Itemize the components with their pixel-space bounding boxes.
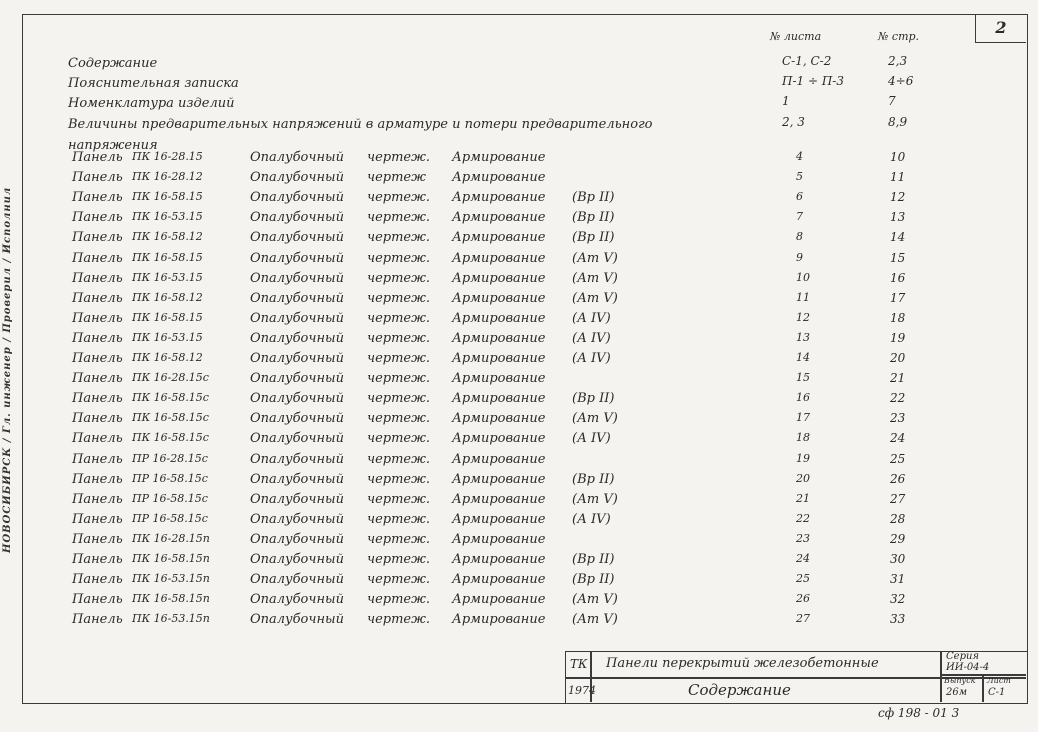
- row-code: ПК 16-53.15п: [132, 612, 210, 626]
- row-formwork: Опалубочный: [250, 371, 344, 387]
- row-drawing: чертеж.: [367, 351, 431, 366]
- row-formwork: Опалубочный: [250, 150, 344, 165]
- row-sheet-number: 7: [796, 210, 803, 224]
- row-page-number: 23: [890, 411, 906, 426]
- row-drawing: чертеж.: [367, 391, 431, 407]
- row-page-number: 31: [890, 572, 906, 587]
- row-drawing: чертеж.: [367, 330, 431, 346]
- row-formwork: Опалубочный: [250, 210, 344, 226]
- row-kind: Панель: [72, 572, 123, 588]
- row-steel-class: (Ат V): [572, 592, 618, 608]
- row-drawing: чертеж.: [367, 592, 431, 608]
- org-code: ТК: [570, 657, 588, 671]
- intro-page: 4÷6: [888, 74, 914, 88]
- row-page-number: 30: [890, 552, 906, 566]
- row-kind: Панель: [72, 491, 123, 507]
- row-reinforcement: Армирование: [452, 572, 546, 588]
- row-formwork: Опалубочный: [250, 270, 344, 286]
- row-drawing: чертеж.: [367, 491, 431, 507]
- row-formwork: Опалубочный: [250, 431, 344, 447]
- row-code: ПК 16-28.15п: [132, 531, 210, 545]
- intro-sheet: С-1, С-2: [782, 54, 832, 68]
- intro-label: Содержание: [68, 56, 158, 71]
- row-drawing: чертеж.: [367, 531, 431, 547]
- row-drawing: чертеж.: [367, 451, 431, 467]
- row-kind: Панель: [72, 190, 123, 206]
- row-steel-class: (Ат V): [572, 290, 618, 306]
- row-reinforcement: Армирование: [452, 471, 546, 487]
- row-steel-class: (А IV): [572, 330, 611, 346]
- row-formwork: Опалубочный: [250, 552, 344, 567]
- row-page-number: 18: [890, 310, 906, 325]
- row-page-number: 17: [890, 290, 906, 305]
- row-sheet-number: 16: [796, 391, 810, 405]
- row-reinforcement: Армирование: [452, 190, 546, 206]
- row-code: ПР 16-58.15с: [132, 471, 208, 485]
- row-formwork: Опалубочный: [250, 290, 344, 306]
- row-steel-class: (Ат V): [572, 612, 618, 628]
- row-drawing: чертеж.: [367, 431, 431, 447]
- year: 1974: [568, 684, 596, 697]
- row-kind: Панель: [72, 250, 123, 266]
- row-code: ПК 16-58.15: [132, 250, 203, 264]
- intro-page: 7: [888, 94, 896, 108]
- row-formwork: Опалубочный: [250, 330, 344, 346]
- row-formwork: Опалубочный: [250, 572, 344, 588]
- row-sheet-number: 14: [796, 351, 810, 364]
- row-page-number: 20: [890, 351, 906, 365]
- row-formwork: Опалубочный: [250, 411, 344, 427]
- row-drawing: чертеж.: [367, 511, 431, 527]
- row-code: ПК 16-58.12: [132, 290, 203, 304]
- row-drawing: чертеж: [367, 170, 426, 186]
- row-steel-class: (А IV): [572, 351, 611, 366]
- row-sheet-number: 17: [796, 411, 810, 425]
- intro-sheet: 2, 3: [782, 115, 805, 129]
- row-drawing: чертеж.: [367, 310, 431, 326]
- row-sheet-number: 4: [796, 150, 803, 163]
- row-sheet-number: 27: [796, 612, 810, 626]
- row-page-number: 27: [890, 491, 906, 506]
- row-kind: Панель: [72, 391, 123, 407]
- row-steel-class: (Ат V): [572, 491, 618, 507]
- row-kind: Панель: [72, 230, 123, 246]
- row-drawing: чертеж.: [367, 411, 431, 427]
- row-kind: Панель: [72, 270, 123, 286]
- row-reinforcement: Армирование: [452, 411, 546, 427]
- row-kind: Панель: [72, 592, 123, 608]
- row-code: ПК 16-58.15с: [132, 411, 209, 425]
- row-steel-class: (А IV): [572, 511, 611, 527]
- row-formwork: Опалубочный: [250, 491, 344, 507]
- row-formwork: Опалубочный: [250, 531, 344, 547]
- row-page-number: 15: [890, 250, 906, 265]
- row-formwork: Опалубочный: [250, 351, 344, 366]
- row-reinforcement: Армирование: [452, 330, 546, 346]
- row-formwork: Опалубочный: [250, 391, 344, 407]
- row-sheet-number: 8: [796, 230, 803, 244]
- row-sheet-number: 20: [796, 471, 810, 485]
- row-drawing: чертеж.: [367, 290, 431, 306]
- row-sheet-number: 23: [796, 531, 810, 545]
- row-page-number: 12: [890, 190, 906, 205]
- row-code: ПК 16-58.15: [132, 190, 203, 204]
- row-formwork: Опалубочный: [250, 451, 344, 467]
- row-reinforcement: Армирование: [452, 371, 546, 387]
- row-steel-class: (Вр II): [572, 230, 615, 246]
- series-label: Серия: [946, 651, 980, 662]
- row-code: ПК 16-53.15: [132, 270, 203, 284]
- intro-sheet: П-1 ÷ П-3: [782, 74, 844, 88]
- row-formwork: Опалубочный: [250, 511, 344, 527]
- row-code: ПК 16-28.12: [132, 170, 203, 184]
- row-page-number: 22: [890, 391, 906, 406]
- row-code: ПР 16-28.15с: [132, 451, 208, 465]
- row-sheet-number: 9: [796, 250, 803, 264]
- row-kind: Панель: [72, 431, 123, 447]
- row-reinforcement: Армирование: [452, 210, 546, 226]
- row-kind: Панель: [72, 150, 123, 165]
- document-title: Панели перекрытий железобетонные: [606, 656, 879, 671]
- row-formwork: Опалубочный: [250, 230, 344, 246]
- page-column-header: № стр.: [878, 30, 920, 43]
- intro-sheet: 1: [782, 94, 790, 108]
- row-steel-class: (Ат V): [572, 270, 618, 286]
- row-drawing: чертеж.: [367, 572, 431, 588]
- row-kind: Панель: [72, 411, 123, 427]
- row-sheet-number: 24: [796, 552, 810, 565]
- row-reinforcement: Армирование: [452, 391, 546, 407]
- row-page-number: 26: [890, 471, 906, 486]
- row-steel-class: (А IV): [572, 310, 611, 326]
- row-kind: Панель: [72, 552, 123, 567]
- row-page-number: 25: [890, 451, 906, 466]
- sheet-label: Лист: [987, 676, 1011, 685]
- row-reinforcement: Армирование: [452, 451, 546, 467]
- row-reinforcement: Армирование: [452, 250, 546, 266]
- document-subtitle: Содержание: [688, 681, 791, 699]
- row-kind: Панель: [72, 612, 123, 628]
- row-reinforcement: Армирование: [452, 230, 546, 246]
- row-reinforcement: Армирование: [452, 552, 546, 567]
- row-code: ПР 16-58.15с: [132, 491, 208, 505]
- row-page-number: 28: [890, 511, 906, 526]
- row-reinforcement: Армирование: [452, 351, 546, 366]
- sheet-value: С-1: [988, 687, 1006, 698]
- row-code: ПК 16-58.12: [132, 351, 203, 364]
- row-reinforcement: Армирование: [452, 491, 546, 507]
- row-formwork: Опалубочный: [250, 250, 344, 266]
- row-reinforcement: Армирование: [452, 531, 546, 547]
- row-drawing: чертеж.: [367, 270, 431, 286]
- intro-page: 2,3: [888, 54, 908, 68]
- row-steel-class: (Вр II): [572, 572, 615, 588]
- row-drawing: чертеж.: [367, 250, 431, 266]
- row-kind: Панель: [72, 351, 123, 366]
- row-reinforcement: Армирование: [452, 270, 546, 286]
- row-steel-class: (Вр II): [572, 471, 615, 487]
- row-sheet-number: 21: [796, 491, 810, 505]
- page-number: 2: [975, 14, 1026, 43]
- left-strip-text: НОВОСИБИРСК / Гл. инженер / Проверил / Исполнил: [2, 186, 13, 554]
- row-page-number: 29: [890, 531, 906, 546]
- row-page-number: 21: [890, 371, 906, 386]
- title-block-divider: [982, 674, 984, 702]
- row-formwork: Опалубочный: [250, 612, 344, 628]
- row-page-number: 13: [890, 210, 906, 225]
- row-kind: Панель: [72, 330, 123, 346]
- row-steel-class: (А IV): [572, 431, 611, 447]
- row-code: ПК 16-28.15: [132, 150, 203, 163]
- row-sheet-number: 25: [796, 572, 810, 586]
- row-steel-class: (Вр II): [572, 552, 615, 567]
- row-code: ПК 16-53.15: [132, 330, 203, 344]
- row-kind: Панель: [72, 290, 123, 306]
- row-sheet-number: 6: [796, 190, 803, 204]
- row-page-number: 10: [890, 150, 906, 164]
- row-steel-class: (Вр II): [572, 210, 615, 226]
- row-drawing: чертеж.: [367, 371, 431, 387]
- row-drawing: чертеж.: [367, 190, 431, 206]
- row-kind: Панель: [72, 511, 123, 527]
- issue-label: Выпуск: [944, 676, 976, 685]
- row-page-number: 16: [890, 270, 906, 285]
- row-code: ПК 16-58.15с: [132, 431, 209, 445]
- row-formwork: Опалубочный: [250, 170, 344, 186]
- row-steel-class: (Вр II): [572, 391, 615, 407]
- row-page-number: 19: [890, 330, 906, 345]
- row-formwork: Опалубочный: [250, 190, 344, 206]
- row-steel-class: (Вр II): [572, 190, 615, 206]
- row-reinforcement: Армирование: [452, 310, 546, 326]
- row-drawing: чертеж.: [367, 471, 431, 487]
- row-reinforcement: Армирование: [452, 150, 546, 165]
- row-kind: Панель: [72, 371, 123, 387]
- row-code: ПК 16-53.15п: [132, 572, 210, 586]
- archive-stamp: сф 198 - 01 3: [878, 706, 960, 720]
- row-steel-class: (Ат V): [572, 411, 618, 427]
- issue-value: 26м: [946, 687, 968, 698]
- row-page-number: 33: [890, 612, 906, 627]
- title-block-divider: [940, 651, 942, 702]
- row-drawing: чертеж.: [367, 210, 431, 226]
- row-drawing: чертеж.: [367, 552, 431, 567]
- row-reinforcement: Армирование: [452, 170, 546, 186]
- row-drawing: чертеж.: [367, 230, 431, 246]
- row-drawing: чертеж.: [367, 150, 431, 165]
- intro-label: Пояснительная записка: [68, 76, 239, 91]
- row-sheet-number: 10: [796, 270, 810, 284]
- row-sheet-number: 22: [796, 511, 810, 525]
- row-code: ПК 16-58.15: [132, 310, 203, 324]
- intro-label: напряжения: [68, 138, 158, 153]
- row-drawing: чертеж.: [367, 612, 431, 628]
- row-code: ПК 16-58.15п: [132, 552, 210, 565]
- row-reinforcement: Армирование: [452, 511, 546, 527]
- row-reinforcement: Армирование: [452, 290, 546, 306]
- row-steel-class: (Ат V): [572, 250, 618, 266]
- row-page-number: 14: [890, 230, 906, 245]
- row-reinforcement: Армирование: [452, 431, 546, 447]
- intro-label: Величины предварительных напряжений в арматуре и потери предварительного: [68, 117, 653, 132]
- row-formwork: Опалубочный: [250, 310, 344, 326]
- series-value: ИИ-04-4: [946, 662, 990, 673]
- row-kind: Панель: [72, 531, 123, 547]
- intro-label: Номенклатура изделий: [68, 96, 235, 111]
- row-kind: Панель: [72, 310, 123, 326]
- row-sheet-number: 19: [796, 451, 810, 465]
- row-page-number: 11: [890, 170, 906, 185]
- left-margin-strip: [2, 40, 20, 700]
- row-sheet-number: 5: [796, 170, 803, 184]
- row-formwork: Опалубочный: [250, 471, 344, 487]
- row-sheet-number: 15: [796, 371, 810, 385]
- row-code: ПК 16-53.15: [132, 210, 203, 224]
- row-kind: Панель: [72, 170, 123, 186]
- row-code: ПК 16-58.12: [132, 230, 203, 244]
- row-page-number: 32: [890, 592, 906, 607]
- row-sheet-number: 11: [796, 290, 810, 304]
- row-kind: Панель: [72, 210, 123, 226]
- row-kind: Панель: [72, 451, 123, 467]
- row-formwork: Опалубочный: [250, 592, 344, 608]
- row-page-number: 24: [890, 431, 906, 446]
- row-kind: Панель: [72, 471, 123, 487]
- sheet-column-header: № листа: [770, 30, 822, 43]
- row-code: ПК 16-28.15с: [132, 371, 209, 385]
- row-sheet-number: 13: [796, 330, 810, 344]
- row-reinforcement: Армирование: [452, 592, 546, 608]
- row-sheet-number: 12: [796, 310, 810, 324]
- row-code: ПК 16-58.15п: [132, 592, 210, 606]
- row-code: ПР 16-58.15с: [132, 511, 208, 525]
- row-sheet-number: 18: [796, 431, 810, 445]
- row-reinforcement: Армирование: [452, 612, 546, 628]
- row-code: ПК 16-58.15с: [132, 391, 209, 405]
- row-sheet-number: 26: [796, 592, 810, 606]
- intro-page: 8,9: [888, 115, 908, 129]
